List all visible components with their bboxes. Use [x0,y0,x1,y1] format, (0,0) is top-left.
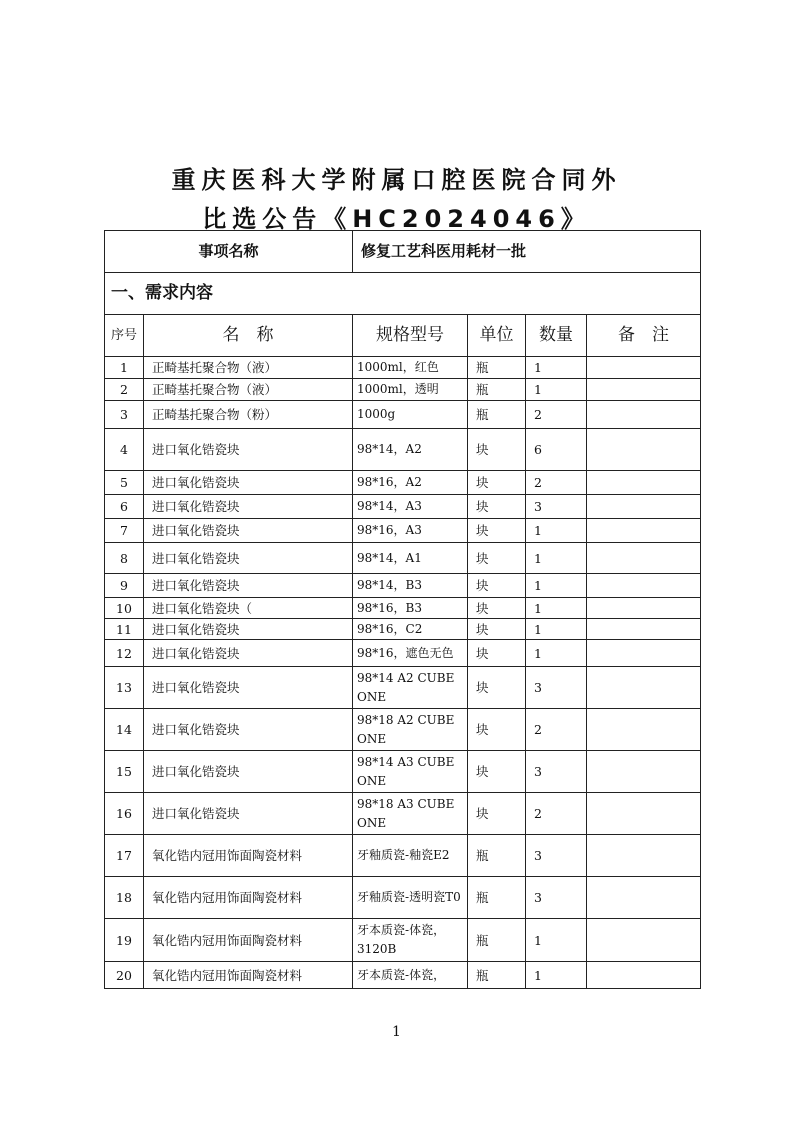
cell-qty: 1 [526,919,587,962]
cell-seq: 16 [105,793,144,835]
cell-unit: 块 [468,495,526,519]
cell-unit: 块 [468,543,526,574]
column-header-unit: 单位 [468,315,526,357]
cell-name: 正畸基托聚合物（液） [144,357,353,379]
cell-spec: 98*16，C2 [353,619,468,640]
cell-spec: 98*14 A3 CUBE ONE [353,751,468,793]
cell-name: 进口氧化锆瓷块 [144,709,353,751]
column-header-row [105,315,701,357]
table-row [105,619,701,640]
cell-name: 进口氧化锆瓷块 [144,495,353,519]
section-heading-row [105,273,701,315]
cell-name: 氧化锆内冠用饰面陶瓷材料 [144,962,353,989]
table-row [105,543,701,574]
cell-remark [587,379,701,401]
cell-name: 进口氧化锆瓷块 [144,751,353,793]
cell-name: 进口氧化锆瓷块 [144,543,353,574]
cell-seq: 18 [105,877,144,919]
cell-seq: 3 [105,401,144,429]
table-row [105,709,701,751]
cell-spec: 1000ml，透明 [353,379,468,401]
cell-remark [587,495,701,519]
cell-qty: 1 [526,357,587,379]
cell-spec: 1000ml，红色 [353,357,468,379]
cell-qty: 2 [526,471,587,495]
cell-spec: 牙釉质瓷-透明瓷T0 [353,877,468,919]
cell-spec: 98*16，B3 [353,598,468,619]
cell-remark [587,667,701,709]
cell-qty: 2 [526,793,587,835]
cell-remark [587,598,701,619]
column-header-qty: 数量 [526,315,587,357]
cell-remark [587,709,701,751]
cell-unit: 块 [468,751,526,793]
cell-unit: 块 [468,471,526,495]
cell-unit: 瓶 [468,401,526,429]
cell-spec: 牙釉质瓷-釉瓷E2 [353,835,468,877]
cell-spec: 牙本质瓷-体瓷， [353,962,468,989]
cell-qty: 1 [526,543,587,574]
cell-remark [587,543,701,574]
table-row [105,379,701,401]
cell-remark [587,401,701,429]
cell-qty: 1 [526,598,587,619]
document-title-line1: 重庆医科大学附属口腔医院合同外 [171,166,622,194]
cell-seq: 2 [105,379,144,401]
cell-name: 进口氧化锆瓷块 [144,471,353,495]
table-row [105,495,701,519]
cell-unit: 块 [468,793,526,835]
cell-qty: 1 [526,640,587,667]
cell-seq: 13 [105,667,144,709]
cell-qty: 3 [526,667,587,709]
table-row [105,429,701,471]
cell-remark [587,640,701,667]
table-row [105,598,701,619]
table-row [105,574,701,598]
cell-seq: 9 [105,574,144,598]
cell-name: 进口氧化锆瓷块 [144,640,353,667]
cell-name: 进口氧化锆瓷块 [144,667,353,709]
page-number: 1 [392,1024,401,1040]
column-header-remark: 备 注 [587,315,701,357]
cell-seq: 7 [105,519,144,543]
cell-spec: 98*14，B3 [353,574,468,598]
table-row [105,835,701,877]
cell-seq: 20 [105,962,144,989]
table-row [105,357,701,379]
cell-spec: 98*16，遮色无色 [353,640,468,667]
cell-remark [587,962,701,989]
table-row [105,667,701,709]
cell-name: 正畸基托聚合物（液） [144,379,353,401]
cell-seq: 11 [105,619,144,640]
cell-remark [587,471,701,495]
cell-qty: 2 [526,401,587,429]
cell-name: 进口氧化锆瓷块 [144,793,353,835]
cell-qty: 3 [526,751,587,793]
cell-unit: 瓶 [468,919,526,962]
cell-unit: 瓶 [468,835,526,877]
cell-qty: 6 [526,429,587,471]
cell-seq: 14 [105,709,144,751]
cell-name: 氧化锆内冠用饰面陶瓷材料 [144,835,353,877]
document-title-line2: 比选公告《HC2024046》 [202,205,591,233]
table-row [105,793,701,835]
item-name-row [105,231,701,273]
cell-spec: 98*18 A3 CUBE ONE [353,793,468,835]
cell-remark [587,357,701,379]
cell-name: 进口氧化锆瓷块 [144,574,353,598]
cell-unit: 块 [468,709,526,751]
item-name-value: 修复工艺科医用耗材一批 [353,231,701,273]
cell-remark [587,793,701,835]
column-header-spec: 规格型号 [353,315,468,357]
requirements-table [104,230,701,989]
cell-remark [587,877,701,919]
cell-name: 进口氧化锆瓷块（ [144,598,353,619]
table-row [105,919,701,962]
table-row [105,471,701,495]
cell-seq: 17 [105,835,144,877]
cell-qty: 1 [526,519,587,543]
cell-name: 进口氧化锆瓷块 [144,429,353,471]
cell-spec: 98*14 A2 CUBE ONE [353,667,468,709]
cell-unit: 块 [468,429,526,471]
cell-remark [587,619,701,640]
cell-spec: 1000g [353,401,468,429]
cell-name: 氧化锆内冠用饰面陶瓷材料 [144,919,353,962]
table-row [105,519,701,543]
cell-unit: 瓶 [468,877,526,919]
section-heading: 一、需求内容 [105,273,701,315]
table-row [105,640,701,667]
cell-unit: 块 [468,640,526,667]
cell-qty: 1 [526,379,587,401]
item-name-label: 事项名称 [105,231,353,273]
cell-seq: 12 [105,640,144,667]
cell-seq: 10 [105,598,144,619]
table-body [105,357,701,989]
cell-spec: 98*14，A2 [353,429,468,471]
cell-remark [587,835,701,877]
cell-unit: 瓶 [468,379,526,401]
cell-unit: 块 [468,598,526,619]
cell-qty: 1 [526,574,587,598]
cell-qty: 1 [526,619,587,640]
cell-name: 进口氧化锆瓷块 [144,519,353,543]
cell-name: 正畸基托聚合物（粉） [144,401,353,429]
cell-remark [587,519,701,543]
cell-seq: 6 [105,495,144,519]
cell-spec: 98*16，A2 [353,471,468,495]
cell-seq: 19 [105,919,144,962]
cell-seq: 1 [105,357,144,379]
cell-qty: 1 [526,962,587,989]
cell-seq: 5 [105,471,144,495]
cell-seq: 8 [105,543,144,574]
cell-unit: 瓶 [468,962,526,989]
column-header-seq: 序号 [105,315,144,357]
cell-qty: 2 [526,709,587,751]
cell-spec: 牙本质瓷-体瓷，3120B [353,919,468,962]
cell-unit: 块 [468,519,526,543]
table-row [105,877,701,919]
table-row [105,751,701,793]
cell-seq: 15 [105,751,144,793]
cell-unit: 块 [468,574,526,598]
cell-qty: 3 [526,835,587,877]
cell-unit: 瓶 [468,357,526,379]
cell-spec: 98*14，A3 [353,495,468,519]
cell-spec: 98*14，A1 [353,543,468,574]
cell-spec: 98*18 A2 CUBE ONE [353,709,468,751]
cell-unit: 块 [468,667,526,709]
cell-name: 氧化锆内冠用饰面陶瓷材料 [144,877,353,919]
cell-remark [587,751,701,793]
cell-remark [587,574,701,598]
cell-remark [587,429,701,471]
table-row [105,962,701,989]
cell-qty: 3 [526,877,587,919]
cell-remark [587,919,701,962]
cell-qty: 3 [526,495,587,519]
cell-name: 进口氧化锆瓷块 [144,619,353,640]
cell-seq: 4 [105,429,144,471]
cell-spec: 98*16，A3 [353,519,468,543]
table-row [105,401,701,429]
column-header-name: 名 称 [144,315,353,357]
cell-unit: 块 [468,619,526,640]
